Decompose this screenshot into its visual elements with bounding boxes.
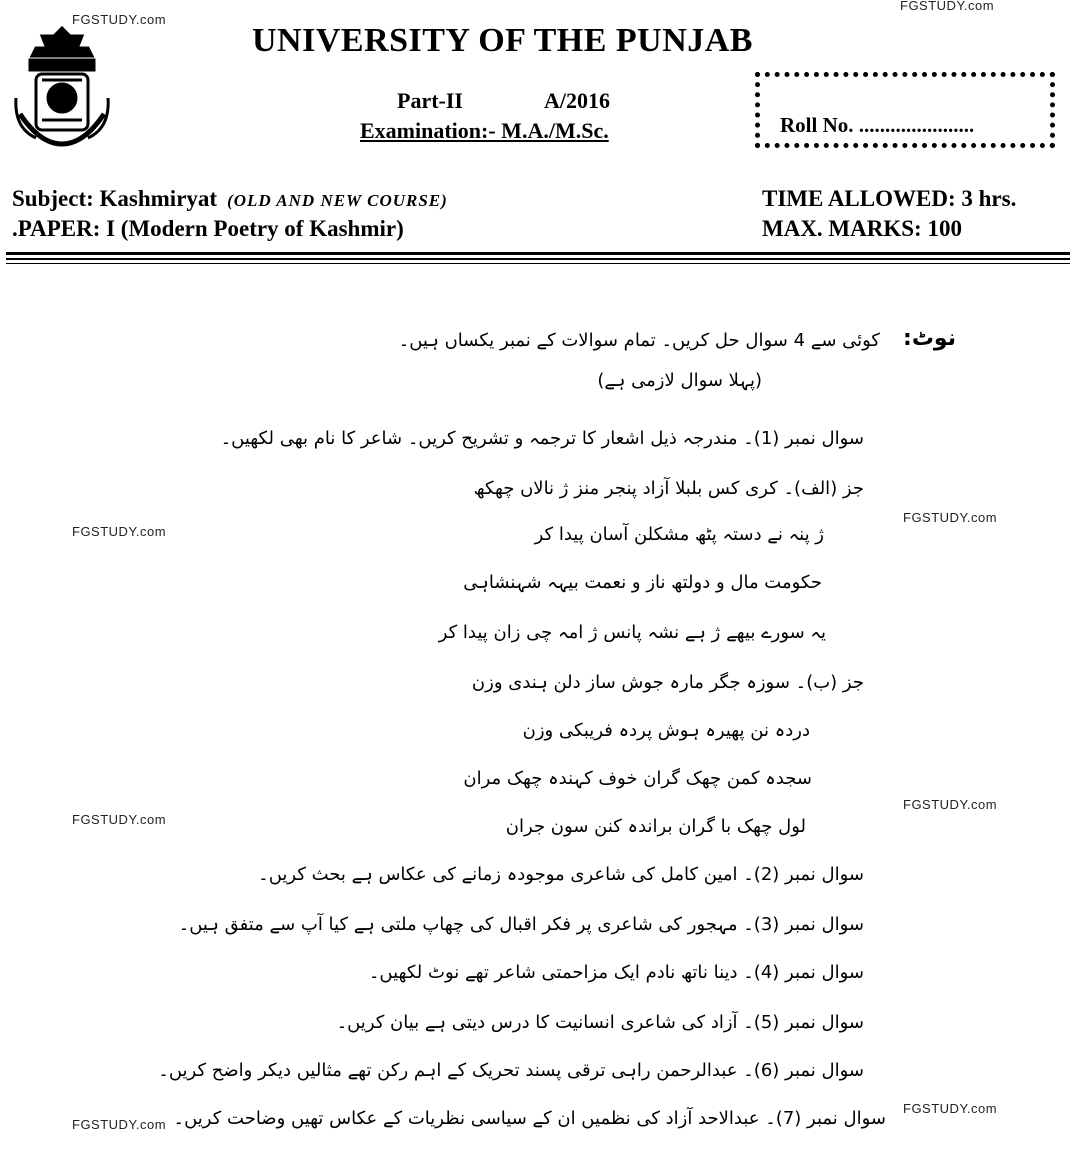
part-a [474, 478, 864, 500]
header-rule [6, 258, 1070, 260]
part-b-label: جز (ب)۔ [795, 672, 864, 693]
watermark: FGSTUDY.com [900, 0, 995, 13]
subject-label: Subject: Kashmiryat [12, 186, 218, 211]
roll-number-label: Roll No. ...................... [780, 113, 975, 137]
part-b [472, 672, 864, 694]
subject-course-note: (OLD AND NEW COURSE) [227, 191, 448, 210]
verse: ژ پنہ نے دستہ پٹھ مشکلن آسان پیدا کر [534, 524, 824, 545]
note-label: نوٹ: [903, 326, 956, 351]
compulsory-note: (پہلا سوال لازمی ہے) [597, 370, 762, 391]
watermark: FGSTUDY.com [72, 1117, 167, 1132]
note-text: کوئی سے 4 سوال حل کریں۔ تمام سوالات کے نمبر یکساں ہیں۔ [398, 330, 880, 351]
watermark: FGSTUDY.com [72, 12, 167, 27]
paper-line: .PAPER: I (Modern Poetry of Kashmir) [12, 216, 404, 241]
header-rule [6, 252, 1070, 255]
exam-year: A/2016 [544, 88, 610, 113]
question-2: سوال نمبر (2)۔ امین کامل کی شاعری موجودہ زمانے کی عکاس ہے بحث کریں۔ [258, 864, 864, 885]
watermark: FGSTUDY.com [903, 1101, 998, 1116]
time-allowed: TIME ALLOWED: 3 hrs. [762, 186, 1017, 211]
exam-part: Part-II [397, 88, 463, 113]
watermark: FGSTUDY.com [72, 812, 167, 827]
part-a-label: جز (الف)۔ [783, 478, 864, 499]
question-7: سوال نمبر (7)۔ عبدالاحد آزاد کی نظمیں ان کے سیاسی نظریات کے عکاس تھیں وضاحت کریں۔ [173, 1108, 886, 1129]
question-3: سوال نمبر (3)۔ مہجور کی شاعری پر فکر اقبال کی چھاپ ملتی ہے کیا آپ سے متفق ہیں۔ [178, 914, 864, 935]
question-4: سوال نمبر (4)۔ دینا ناتھ نادم ایک مزاحمتی شاعر تھے نوٹ لکھیں۔ [368, 962, 864, 983]
verse: کری کس بلبلا آزاد پنجر منز ژ نالاں چھکھ [473, 478, 778, 499]
note-line [903, 326, 956, 352]
question-5: سوال نمبر (5)۔ آزاد کی شاعری انسانیت کا درس دیتی ہے بیان کریں۔ [336, 1012, 864, 1033]
header-rule [6, 263, 1070, 264]
verse: سوزہ جگر مارہ جوش ساز دلن ہندی وزن [471, 672, 790, 693]
verse: لول چھک با گران براندہ کنن سون جران [505, 816, 806, 837]
university-crest-icon [12, 24, 112, 152]
watermark: FGSTUDY.com [903, 797, 998, 812]
verse: یہ سورے بیھے ژ ہے نشہ پانس ژ امہ چی زان پیدا کر [438, 622, 826, 643]
watermark: FGSTUDY.com [72, 524, 167, 539]
roll-number-box [755, 72, 1055, 148]
subject-line [12, 186, 448, 212]
examination-title: Examination:- M.A./M.Sc. [360, 118, 609, 143]
question-6: سوال نمبر (6)۔ عبدالرحمن راہی ترقی پسند تحریک کے اہم رکن تھے مثالیں دیکر واضح کریں۔ [158, 1060, 864, 1081]
question-1: سوال نمبر (1)۔ مندرجہ ذیل اشعار کا ترجمہ و تشریح کریں۔ شاعر کا نام بھی لکھیں۔ [220, 428, 864, 449]
verse: دردہ نن پھیرہ ہوش پردہ فریبکی وزن [522, 720, 810, 741]
verse: حکومت مال و دولتھ ناز و نعمت بیہہ شہنشاہی [463, 572, 822, 593]
university-title: UNIVERSITY OF THE PUNJAB [252, 22, 753, 59]
max-marks: MAX. MARKS: 100 [762, 216, 962, 241]
verse: سجدہ کمن چھک گران خوف کہندہ چھک مران [463, 768, 812, 789]
watermark: FGSTUDY.com [903, 510, 998, 525]
